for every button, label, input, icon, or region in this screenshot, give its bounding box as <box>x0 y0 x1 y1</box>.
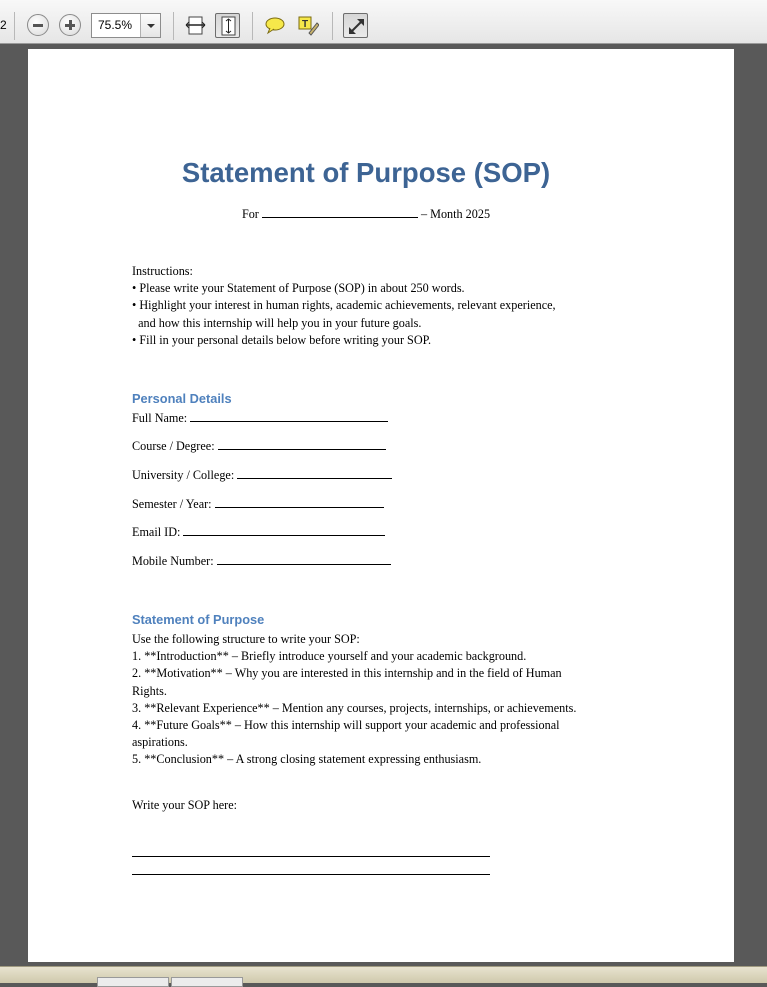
university-blank-line <box>237 467 392 479</box>
for-suffix: – Month 2025 <box>420 207 491 221</box>
writing-line <box>132 856 490 857</box>
chevron-down-icon[interactable] <box>140 14 160 37</box>
instruction-item: • Fill in your personal details below before writing your SOP. <box>132 332 432 347</box>
zoom-out-button[interactable] <box>27 14 49 36</box>
email-blank-line <box>183 524 385 536</box>
sop-line: aspirations. <box>132 735 188 750</box>
field-label: Full Name: <box>132 411 188 425</box>
semester-year-blank-line <box>215 496 384 508</box>
personal-details-heading: Personal Details <box>132 391 232 406</box>
page-number[interactable]: 2 <box>0 18 7 32</box>
sop-line: 4. **Future Goals** – How this internship will support your academic and professional <box>132 718 560 733</box>
mobile-number-blank-line <box>217 553 391 565</box>
bottom-status-bar <box>0 966 767 983</box>
toolbar-separator <box>14 12 15 40</box>
highlight-text-icon <box>297 15 319 36</box>
sop-line: 2. **Motivation** – Why you are interested in this internship and in the field of Human <box>132 666 562 681</box>
email-field <box>132 524 385 541</box>
toolbar-separator <box>252 12 253 40</box>
instruction-item: and how this internship will help you in your future goals. <box>132 315 422 330</box>
writing-line <box>132 874 490 875</box>
fit-page-button[interactable] <box>215 13 240 38</box>
course-degree-blank-line <box>218 438 386 450</box>
bottom-tab[interactable] <box>97 977 169 987</box>
instruction-item: • Please write your Statement of Purpose (SOP) in about 250 words. <box>132 281 465 296</box>
for-blank-line <box>262 206 418 218</box>
comment-icon <box>264 15 286 36</box>
field-label: Mobile Number: <box>132 554 214 568</box>
sop-line: Use the following structure to write your SOP: <box>132 632 360 646</box>
semester-year-field <box>132 496 384 513</box>
bottom-tab[interactable] <box>171 977 243 987</box>
field-label: Semester / Year: <box>132 497 212 511</box>
zoom-select[interactable] <box>91 13 161 38</box>
instructions-heading: Instructions: <box>132 264 193 278</box>
field-label: Course / Degree: <box>132 439 215 453</box>
write-here-label: Write your SOP here: <box>132 798 237 812</box>
for-line <box>132 206 600 223</box>
fullscreen-button[interactable] <box>343 13 368 38</box>
instructions-block <box>132 263 632 349</box>
fullscreen-icon <box>346 16 367 37</box>
zoom-value: 75.5% <box>98 18 133 32</box>
sop-heading: Statement of Purpose <box>132 612 265 627</box>
mobile-number-field <box>132 553 391 570</box>
university-field <box>132 467 392 484</box>
course-degree-field <box>132 438 386 455</box>
fit-page-icon <box>218 16 239 37</box>
document-title: Statement of Purpose (SOP) <box>181 157 551 188</box>
highlight-text-button[interactable] <box>295 13 320 38</box>
full-name-field <box>132 410 388 427</box>
pdf-toolbar <box>0 0 767 44</box>
sop-line: 1. **Introduction** – Briefly introduce yourself and your academic background. <box>132 649 527 664</box>
svg-text:T: T <box>302 19 309 30</box>
toolbar-separator <box>332 12 333 40</box>
field-label: University / College: <box>132 468 235 482</box>
instruction-item: • Highlight your interest in human rights, academic achievements, relevant experience, <box>132 298 556 313</box>
sop-line: 3. **Relevant Experience** – Mention any courses, projects, internships, or achievements. <box>132 700 577 715</box>
field-label: Email ID: <box>132 525 181 539</box>
full-name-blank-line <box>190 410 388 422</box>
fit-width-button[interactable] <box>183 13 208 38</box>
comment-button[interactable] <box>262 13 287 38</box>
sop-line: Rights. <box>132 683 167 698</box>
fit-width-icon <box>185 15 206 36</box>
sop-instructions <box>132 631 622 769</box>
sop-line: 5. **Conclusion** – A strong closing statement expressing enthusiasm. <box>132 752 482 767</box>
zoom-in-button[interactable] <box>59 14 81 36</box>
toolbar-separator <box>173 12 174 40</box>
for-prefix: For <box>241 207 259 221</box>
document-page <box>28 49 734 962</box>
